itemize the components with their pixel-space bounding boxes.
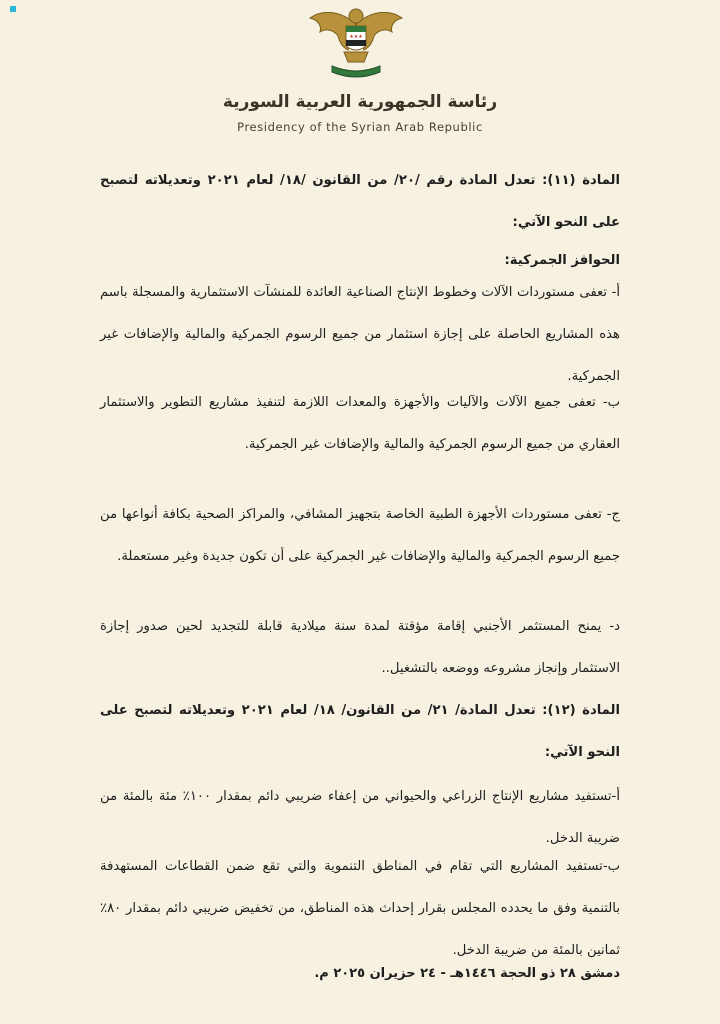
presidency-title-arabic: رئاسة الجمهورية العربية السورية [222,92,498,112]
document-date: دمشق ٢٨ ذو الحجة ١٤٤٦هـ - ٢٤ حزيران ٢٠٢٥ م. [314,966,620,981]
svg-text:★★★: ★★★ [349,34,363,40]
article-12-item-a: أ-تستفيد مشاريع الإنتاج الزراعي والحيواني من إعفاء ضريبي دائم بمقدار ١٠٠٪ مئة بالمئة من ضريبة الدخل. [100,789,620,846]
article-11-item-d: د- يمنح المستثمر الأجنبي إقامة مؤقتة لمدة سنة ميلادية قابلة للتجديد لحين صدور إجازة الاستثمار وإنجاز مشروعه ووضعه بالتشغيل.. [100,619,620,676]
article-11-item-c: ج- تعفى مستوردات الأجهزة الطبية الخاصة بتجهيز المشافي، والمراكز الصحية بكافة أنواعها من جميع الرسوم الجمركية والمالية والإضافات غير الجمركية على أن تكون جديدة وغير مستعملة. [100,507,620,564]
article-12-item-b: ب-تستفيد المشاريع التي تقام في المناطق التنموية والتي تقع ضمن القطاعات المستهدفة بالتنمية وفق ما يحدده المجلس بقرار إحداث هذه المناطق، من تخفيض ضريبي دائم بمقدار ٨٠٪ ثمانين بالمئة من ضريبة الدخل. [100,859,620,958]
article-12-heading: المادة (١٢): تعدل المادة/ ٢١/ من القانون/ ١٨/ لعام ٢٠٢١ وتعديلاته لتصبح على النحو الآتي: [100,703,620,760]
article-11-item-b: ب- تعفى جميع الآلات والآليات والأجهزة والمعدات اللازمة لتنفيذ مشاريع التطوير والاستثمار العقاري من جميع الرسوم الجمركية والمالية والإضافات غير الجمركية. [100,395,620,452]
article-11-item-a: أ- تعفى مستوردات الآلات وخطوط الإنتاج الصناعية العائدة للمنشآت الاستثمارية والمسجلة باسم هذه المشاريع الحاصلة على إجازة استثمار من جميع الرسوم الجمركية والمالية والإضافات غير الجمركية. [100,285,620,384]
letterhead [0,0,720,140]
article-11-subheading: الحوافز الجمركية: [504,253,620,268]
article-11-heading: المادة (١١): تعدل المادة رقم /٢٠/ من القانون /١٨/ لعام ٢٠٢١ وتعديلاته لتصبح على النحو الآتي: [100,173,621,230]
presidency-title-english: Presidency of the Syrian Arab Republic [237,120,483,134]
eagle-emblem-icon [304,2,408,80]
